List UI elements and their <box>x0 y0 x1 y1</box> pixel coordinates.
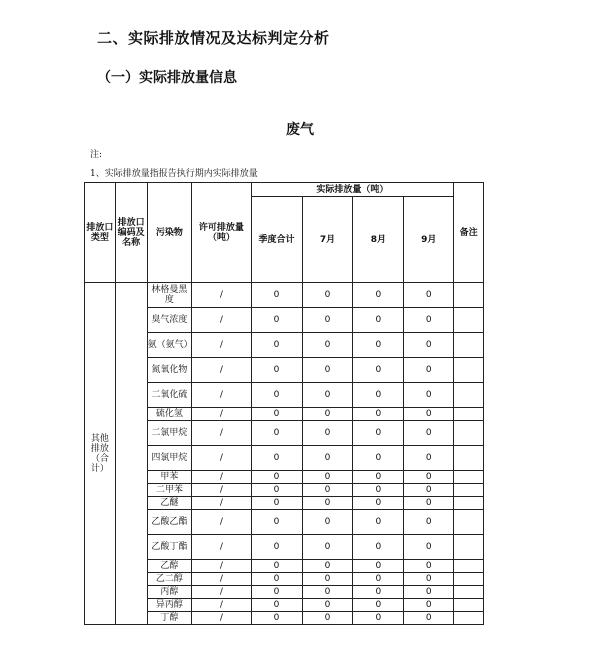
september-cell: 0 <box>404 358 454 383</box>
july-cell: 0 <box>302 408 353 421</box>
august-cell: 0 <box>353 497 404 510</box>
permit-cell: / <box>192 471 251 484</box>
quarter-cell: 0 <box>251 484 302 497</box>
july-cell: 0 <box>302 612 353 625</box>
quarter-cell: 0 <box>251 510 302 535</box>
quarter-cell: 0 <box>251 308 302 333</box>
september-cell: 0 <box>404 484 454 497</box>
july-cell: 0 <box>302 535 353 560</box>
outlet-cell <box>115 283 147 625</box>
remark-cell <box>454 283 484 308</box>
permit-cell: / <box>192 408 251 421</box>
september-cell: 0 <box>404 471 454 484</box>
september-cell: 0 <box>404 599 454 612</box>
subsection-title: （一）实际排放量信息 <box>97 70 237 86</box>
permit-cell: / <box>192 573 251 586</box>
permit-cell: / <box>192 333 251 358</box>
july-cell: 0 <box>302 308 353 333</box>
header-august: 8月 <box>353 197 404 283</box>
section-title: 二、实际排放情况及达标判定分析 <box>97 29 330 47</box>
pollutant-cell: 甲苯 <box>147 471 192 484</box>
quarter-cell: 0 <box>251 560 302 573</box>
header-permit: 许可排放量（吨） <box>192 183 251 283</box>
quarter-cell: 0 <box>251 358 302 383</box>
september-cell: 0 <box>404 421 454 446</box>
quarter-cell: 0 <box>251 612 302 625</box>
remark-cell <box>454 535 484 560</box>
july-cell: 0 <box>302 421 353 446</box>
permit-cell: / <box>192 421 251 446</box>
header-remark: 备注 <box>454 183 484 283</box>
remark-cell <box>454 358 484 383</box>
august-cell: 0 <box>353 333 404 358</box>
table-row <box>85 283 484 308</box>
pollutant-cell: 乙醚 <box>147 497 192 510</box>
permit-cell: / <box>192 383 251 408</box>
august-cell: 0 <box>353 484 404 497</box>
remark-cell <box>454 471 484 484</box>
september-cell: 0 <box>404 573 454 586</box>
remark-cell <box>454 560 484 573</box>
quarter-cell: 0 <box>251 283 302 308</box>
remark-cell <box>454 484 484 497</box>
pollutant-cell: 乙酸乙酯 <box>147 510 192 535</box>
pollutant-cell: 二氧化硫 <box>147 383 192 408</box>
pollutant-cell: 臭气浓度 <box>147 308 192 333</box>
august-cell: 0 <box>353 510 404 535</box>
july-cell: 0 <box>302 573 353 586</box>
permit-cell: / <box>192 308 251 333</box>
remark-cell <box>454 612 484 625</box>
group-label: 其他排放（合计） <box>85 283 116 625</box>
august-cell: 0 <box>353 586 404 599</box>
september-cell: 0 <box>404 333 454 358</box>
quarter-cell: 0 <box>251 408 302 421</box>
july-cell: 0 <box>302 383 353 408</box>
remark-cell <box>454 421 484 446</box>
july-cell: 0 <box>302 283 353 308</box>
july-cell: 0 <box>302 560 353 573</box>
august-cell: 0 <box>353 421 404 446</box>
august-cell: 0 <box>353 535 404 560</box>
pollutant-cell: 丙醇 <box>147 586 192 599</box>
remark-cell <box>454 497 484 510</box>
permit-cell: / <box>192 510 251 535</box>
august-cell: 0 <box>353 573 404 586</box>
permit-cell: / <box>192 358 251 383</box>
august-cell: 0 <box>353 612 404 625</box>
july-cell: 0 <box>302 358 353 383</box>
remark-cell <box>454 586 484 599</box>
note-text: 1、实际排放量指报告执行期内实际排放量 <box>90 169 258 179</box>
july-cell: 0 <box>302 446 353 471</box>
permit-cell: / <box>192 446 251 471</box>
pollutant-cell: 乙二醇 <box>147 573 192 586</box>
september-cell: 0 <box>404 560 454 573</box>
august-cell: 0 <box>353 599 404 612</box>
september-cell: 0 <box>404 446 454 471</box>
july-cell: 0 <box>302 333 353 358</box>
remark-cell <box>454 573 484 586</box>
header-outlet-type: 排放口类型 <box>85 183 116 283</box>
august-cell: 0 <box>353 283 404 308</box>
august-cell: 0 <box>353 383 404 408</box>
header-actual-emission: 实际排放量（吨） <box>251 183 454 197</box>
july-cell: 0 <box>302 471 353 484</box>
pollutant-cell: 四氯甲烷 <box>147 446 192 471</box>
header-july: 7月 <box>302 197 353 283</box>
permit-cell: / <box>192 283 251 308</box>
remark-cell <box>454 383 484 408</box>
permit-cell: / <box>192 560 251 573</box>
header-september: 9月 <box>404 197 454 283</box>
september-cell: 0 <box>404 586 454 599</box>
remark-cell <box>454 308 484 333</box>
pollutant-cell: 丁醇 <box>147 612 192 625</box>
september-cell: 0 <box>404 383 454 408</box>
september-cell: 0 <box>404 308 454 333</box>
pollutant-cell: 乙醇 <box>147 560 192 573</box>
header-pollutant: 污染物 <box>147 183 192 283</box>
pollutant-cell: 氨（氨气） <box>147 333 192 358</box>
quarter-cell: 0 <box>251 586 302 599</box>
header-outlet-code: 排放口编码及名称 <box>115 183 147 283</box>
permit-cell: / <box>192 484 251 497</box>
note-label: 注: <box>90 150 103 160</box>
table-title: 废气 <box>286 122 314 138</box>
pollutant-cell: 二甲苯 <box>147 484 192 497</box>
quarter-cell: 0 <box>251 497 302 510</box>
pollutant-cell: 林格曼黑度 <box>147 283 192 308</box>
september-cell: 0 <box>404 408 454 421</box>
pollutant-cell: 氮氧化物 <box>147 358 192 383</box>
august-cell: 0 <box>353 308 404 333</box>
july-cell: 0 <box>302 497 353 510</box>
august-cell: 0 <box>353 408 404 421</box>
july-cell: 0 <box>302 484 353 497</box>
quarter-cell: 0 <box>251 471 302 484</box>
remark-cell <box>454 510 484 535</box>
pollutant-cell: 硫化氢 <box>147 408 192 421</box>
quarter-cell: 0 <box>251 383 302 408</box>
september-cell: 0 <box>404 535 454 560</box>
september-cell: 0 <box>404 283 454 308</box>
permit-cell: / <box>192 535 251 560</box>
pollutant-cell: 乙酸丁酯 <box>147 535 192 560</box>
permit-cell: / <box>192 497 251 510</box>
quarter-cell: 0 <box>251 535 302 560</box>
remark-cell <box>454 599 484 612</box>
august-cell: 0 <box>353 560 404 573</box>
quarter-cell: 0 <box>251 446 302 471</box>
permit-cell: / <box>192 586 251 599</box>
september-cell: 0 <box>404 497 454 510</box>
august-cell: 0 <box>353 446 404 471</box>
august-cell: 0 <box>353 358 404 383</box>
quarter-cell: 0 <box>251 573 302 586</box>
september-cell: 0 <box>404 510 454 535</box>
july-cell: 0 <box>302 586 353 599</box>
permit-cell: / <box>192 612 251 625</box>
july-cell: 0 <box>302 510 353 535</box>
emission-table <box>84 182 484 625</box>
permit-cell: / <box>192 599 251 612</box>
august-cell: 0 <box>353 471 404 484</box>
quarter-cell: 0 <box>251 333 302 358</box>
september-cell: 0 <box>404 612 454 625</box>
pollutant-cell: 异丙醇 <box>147 599 192 612</box>
pollutant-cell: 二氯甲烷 <box>147 421 192 446</box>
header-quarter-total: 季度合计 <box>251 197 302 283</box>
july-cell: 0 <box>302 599 353 612</box>
remark-cell <box>454 333 484 358</box>
remark-cell <box>454 408 484 421</box>
quarter-cell: 0 <box>251 599 302 612</box>
remark-cell <box>454 446 484 471</box>
quarter-cell: 0 <box>251 421 302 446</box>
